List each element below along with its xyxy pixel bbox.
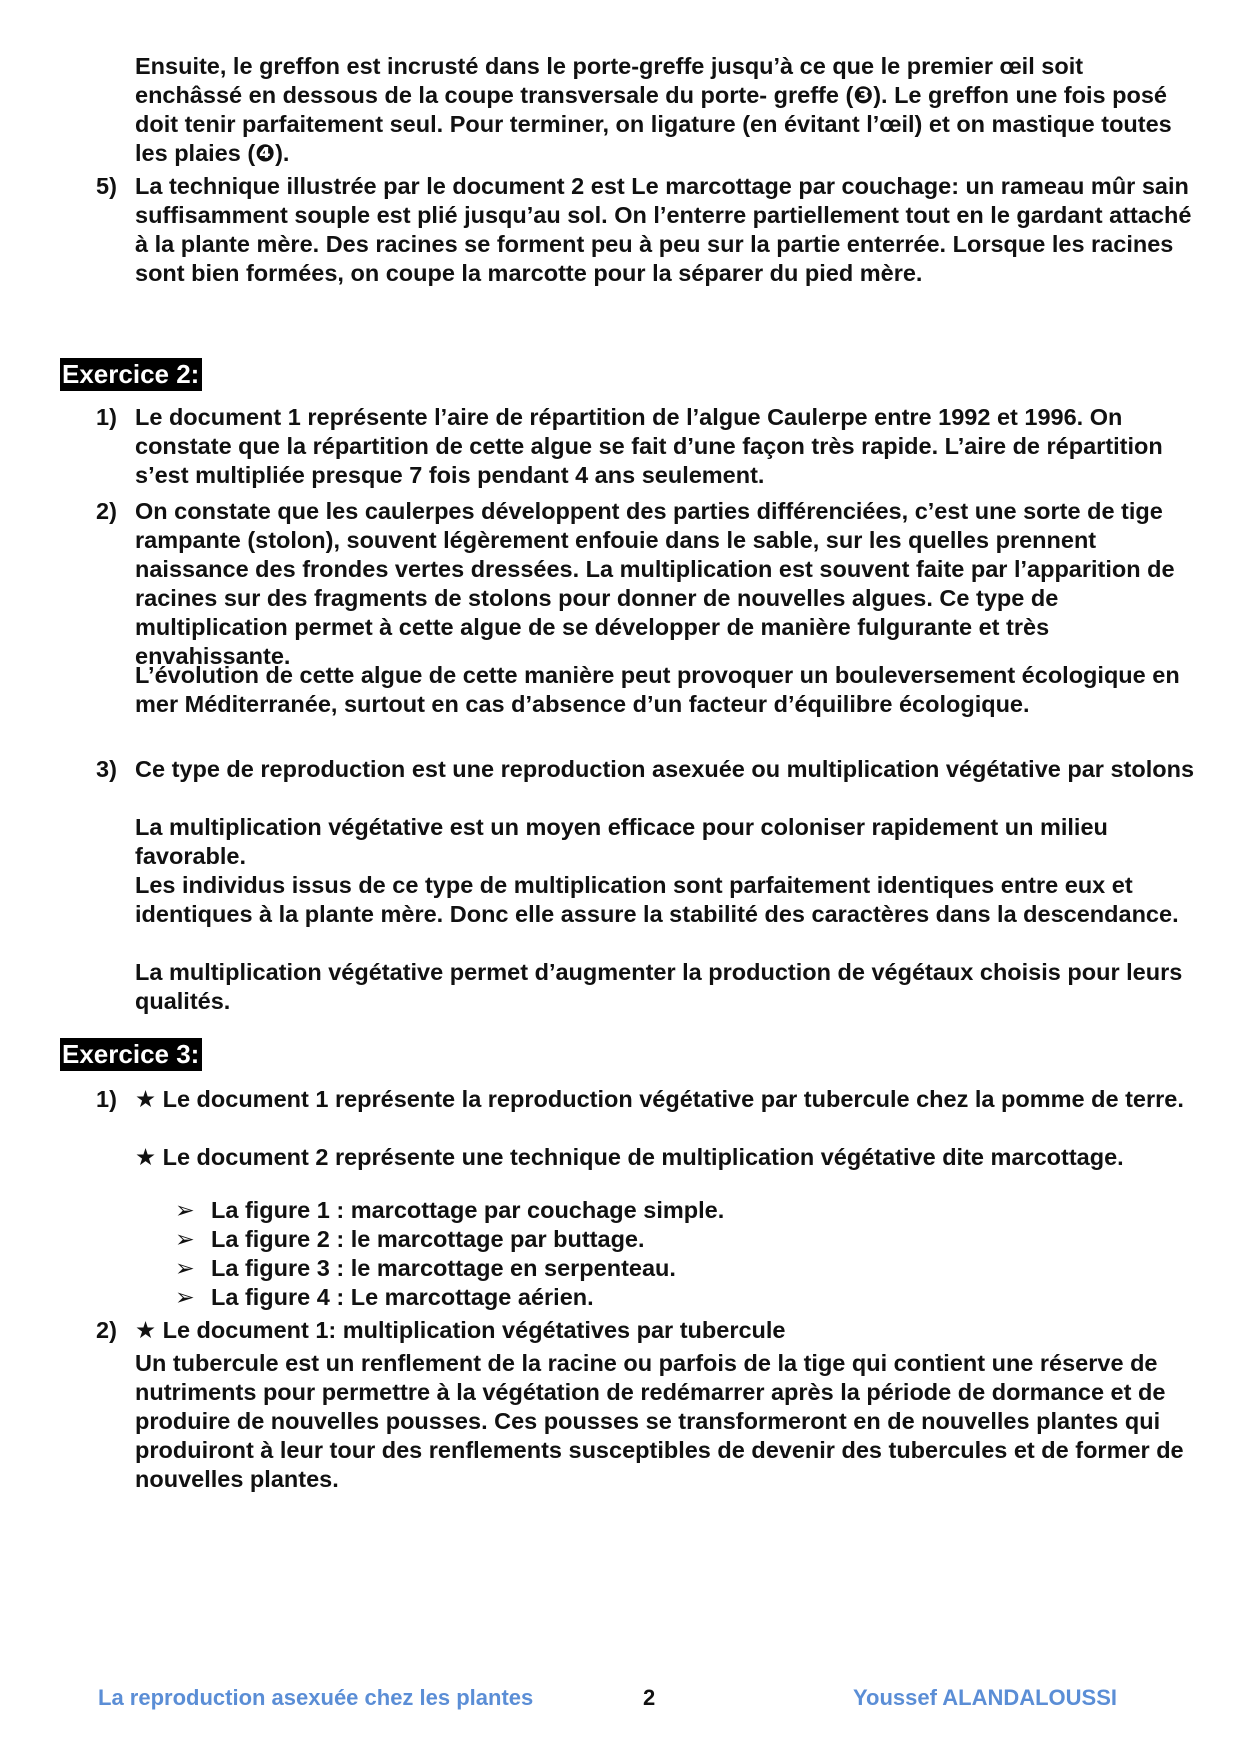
- ex2-q3-line-1: Ce type de reproduction est une reproduction asexuée ou multiplication végétative par stolons: [135, 756, 1195, 782]
- list-item: ➢ La figure 2 : le marcottage par buttage.: [175, 1226, 645, 1252]
- arrow-bullet-icon: ➢: [175, 1284, 195, 1310]
- ex2-q1-text: Le document 1 représente l’aire de répartition de l’algue Caulerpe entre 1992 et 1996. On constate que la répartition de cette algue se fait d’une façon très rapide. L’aire de répartition s’est multipliée presque 7 fois pendant 4 ans seulement.: [135, 404, 1163, 488]
- footer-title: La reproduction asexuée chez les plantes: [98, 1685, 534, 1710]
- ex3-q1-line-2: ★ Le document 2 représente une technique de multiplication végétative dite marcottage.: [135, 1144, 1124, 1170]
- list-item: ➢ La figure 3 : le marcottage en serpenteau.: [175, 1255, 676, 1281]
- ex2-q1-number: 1): [96, 404, 117, 430]
- page-number: 2: [643, 1685, 656, 1710]
- ex2-q2-text-2: L’évolution de cette algue de cette manière peut provoquer un bouleversement écologique en mer Méditerranée, surtout en cas d’absence d’un facteur d’équilibre écologique.: [135, 662, 1180, 717]
- arrow-bullet-icon: ➢: [175, 1255, 195, 1281]
- item-5-text: La technique illustrée par le document 2 est Le marcottage par couchage: un rameau mûr sain suffisamment souple est plié jusqu’au sol. On l’enterre partiellement tout en le gardant attaché à la plante mère. Des racines se forment peu à peu sur la partie enterrée. Lorsque les racines sont bien formées, on coupe la marcotte pour la séparer du pied mère.: [135, 173, 1192, 286]
- list-item: ➢ La figure 4 : Le marcottage aérien.: [175, 1284, 594, 1310]
- ex2-q3-number: 3): [96, 756, 117, 782]
- ex2-q2-text: On constate que les caulerpes développent des parties différenciées, c’est une sorte de tige rampante (stolon), souvent légèrement enfouie dans le sable, sur les quelles prennent naissance des frondes vertes dressées. La multiplication est souvent faite par l’apparition de racines sur des fragments de stolons pour donner de nouvelles algues. Ce type de multiplication permet à cette algue de se développer de manière fulgurante et très envahissante.: [135, 498, 1175, 669]
- exercise-2-heading: Exercice 2:: [60, 358, 202, 391]
- arrow-bullet-icon: ➢: [175, 1226, 195, 1252]
- figure-list: [175, 1196, 1175, 1312]
- ex2-q3-line-3: Les individus issus de ce type de multiplication sont parfaitement identiques entre eux et identiques à la plante mère. Donc elle assure la stabilité des caractères dans la descendance.: [135, 872, 1179, 927]
- intro-paragraph: Ensuite, le greffon est incrusté dans le porte-greffe jusqu’à ce que le premier œil soit enchâssé en dessous de la coupe transversale du porte- greffe (❸). Le greffon une fois posé doit tenir parfaitement seul. Pour terminer, on ligature (en évitant l’œil) et on mastique toutes les plaies (❹).: [135, 53, 1172, 166]
- ex3-q1-line-1: ★ Le document 1 représente la reproduction végétative par tubercule chez la pomme de terre.: [135, 1086, 1184, 1112]
- footer-author: Youssef ALANDALOUSSI: [853, 1685, 1118, 1710]
- item-5-number: 5): [96, 173, 117, 199]
- ex2-q2-number: 2): [96, 498, 117, 524]
- ex3-q2-line-1: ★ Le document 1: multiplication végétatives par tubercule: [135, 1317, 786, 1343]
- arrow-bullet-icon: ➢: [175, 1197, 195, 1223]
- exercise-3-heading: Exercice 3:: [60, 1038, 202, 1071]
- ex3-q1-number: 1): [96, 1086, 117, 1112]
- ex3-q2-number: 2): [96, 1317, 117, 1343]
- ex3-q2-text: Un tubercule est un renflement de la racine ou parfois de la tige qui contient une réserve de nutriments pour permettre à la végétation de redémarrer après la période de dormance et de produire de nouvelles pousses. Ces pousses se transformeront en de nouvelles plantes qui produiront à leur tour des renflements susceptibles de devenir des tubercules et de former de nouvelles plantes.: [135, 1350, 1184, 1492]
- ex2-q3-line-2: La multiplication végétative est un moyen efficace pour coloniser rapidement un milieu favorable.: [135, 814, 1108, 869]
- list-item: ➢ La figure 1 : marcottage par couchage simple.: [175, 1197, 725, 1223]
- ex2-q3-line-4: La multiplication végétative permet d’augmenter la production de végétaux choisis pour leurs qualités.: [135, 959, 1183, 1014]
